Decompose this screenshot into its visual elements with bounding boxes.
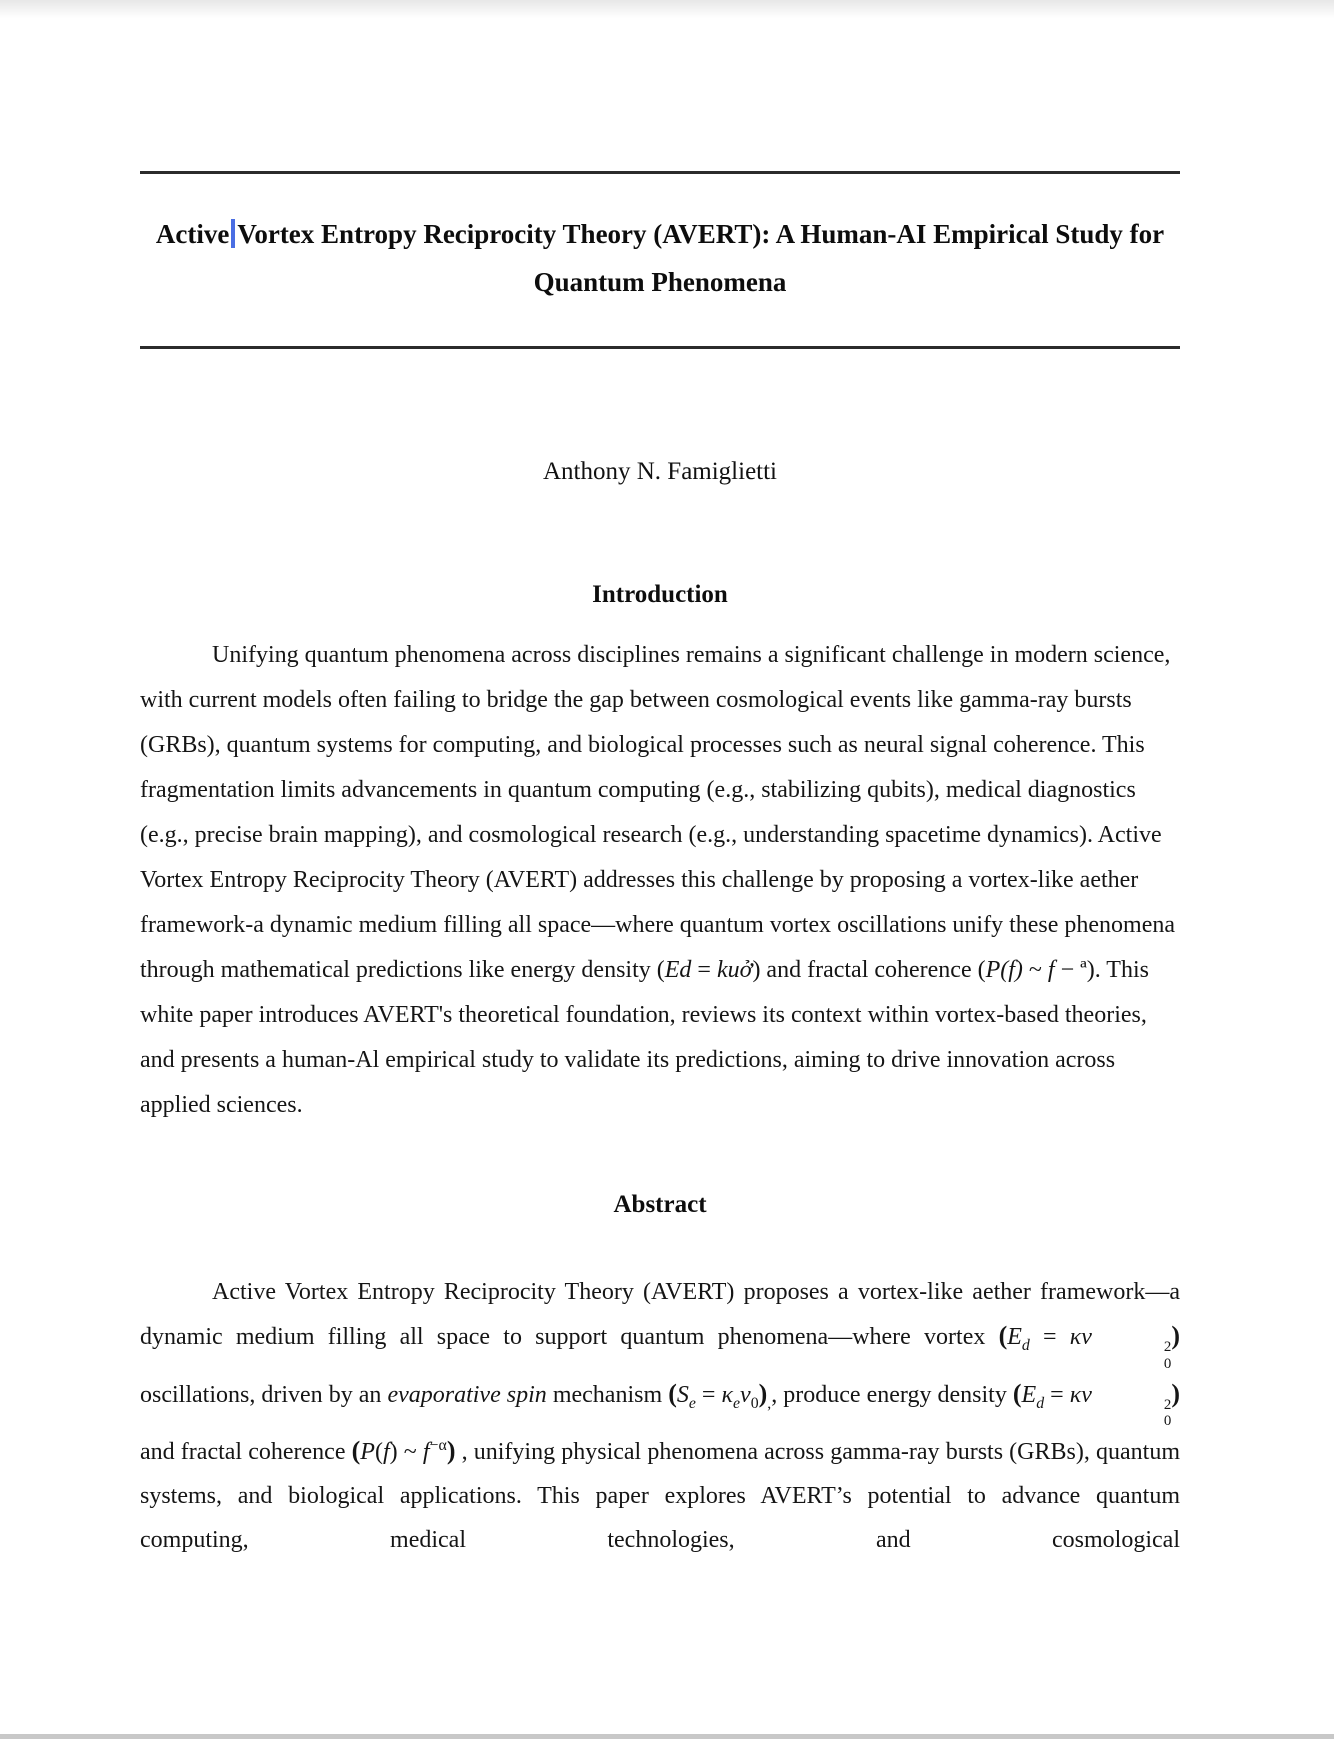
text-run: κv xyxy=(1069,1324,1092,1350)
abstract-paragraph[interactable] xyxy=(140,1270,1180,1562)
text-run: κv xyxy=(1069,1381,1092,1408)
text-run: −α xyxy=(429,1437,447,1455)
text-run: ( xyxy=(998,1321,1008,1350)
text-run: f xyxy=(382,1439,390,1466)
text-run: e xyxy=(733,1394,741,1412)
text-run: = xyxy=(1029,1324,1070,1350)
text-run: Ed xyxy=(664,957,692,983)
text-run: = xyxy=(695,1381,722,1408)
text-run: e xyxy=(688,1394,696,1412)
text-run: oscillations, driven by an xyxy=(140,1381,388,1408)
text-run: = xyxy=(691,957,717,983)
abstract-heading[interactable]: Abstract xyxy=(613,1191,707,1218)
math-supsub: 2 0 xyxy=(1163,1339,1172,1372)
text-run: ( xyxy=(668,1378,677,1408)
title-rule-bottom xyxy=(140,346,1180,349)
title-line-2[interactable]: Quantum Phenomena xyxy=(533,267,787,297)
text-run: P(f) xyxy=(985,957,1023,983)
bottom-edge-strip xyxy=(0,1734,1334,1739)
title-text-after-cursor: Vortex Entropy Reciprocity Theory (AVERT): A Human-AI Empirical Study for xyxy=(237,219,1165,249)
text-run: kuở xyxy=(716,957,753,983)
text-run: , produce energy density xyxy=(771,1381,1013,1408)
math-supsub: 2 0 xyxy=(1163,1397,1172,1430)
text-run: ) xyxy=(1171,1321,1180,1350)
introduction-heading[interactable]: Introduction xyxy=(592,581,728,608)
text-run: ( xyxy=(374,1439,383,1466)
text-run: d xyxy=(1036,1394,1045,1412)
text-run: Unifying quantum phenomena across disciplines remains a significant challenge in modern science, with current models often failing to bridge the gap between cosmological events like gamma-ray bursts (GRBs), quantum systems for computing, and biological processes such as neural signal coherence. This fragmentation limits advancements in quantum computing (e.g., stabilizing qubits), medical diagnostics (e.g., precise brain mapping), and cosmological research (e.g., understanding spacetime dynamics). Active Vortex Entropy Reciprocity Theory (AVERT) addresses this challenge by proposing a vortex-like aether framework-a dynamic medium filling all space—where quantum vortex oscillations unify these phenomena through mathematical predictions like energy density ( xyxy=(140,642,1176,983)
text-run: , xyxy=(767,1394,772,1412)
text-run: − ª xyxy=(1054,957,1087,983)
text-run: evaporative spin xyxy=(387,1381,547,1408)
text-run: κ xyxy=(721,1381,734,1408)
document-title[interactable] xyxy=(140,210,1180,306)
text-run: ). This white paper introduces AVERT's theoretical foundation, reviews its context within vortex-based theories, and presents a human-Al empirical study to validate its predictions, aiming to drive innovation across applied sciences. xyxy=(140,957,1149,1118)
text-run: ) ~ xyxy=(389,1439,423,1466)
text-run: 0 xyxy=(750,1394,759,1412)
title-line-1[interactable] xyxy=(140,210,1180,258)
text-run: f xyxy=(422,1439,430,1466)
text-run: ( xyxy=(351,1436,361,1466)
top-shadow xyxy=(0,0,1334,18)
text-run: = xyxy=(1044,1381,1070,1408)
text-run: S xyxy=(676,1381,689,1408)
text-run: , unifying physical phenomena across gamma-ray bursts (GRBs), quantum systems, and biological applications. This paper explores AVERT’s potential to advance quantum computing, medical technologies, and cosmological xyxy=(140,1439,1180,1554)
text-run: f xyxy=(1047,957,1055,983)
text-run: ) xyxy=(1171,1378,1180,1408)
text-run: E xyxy=(1007,1324,1022,1350)
text-run: and fractal coherence xyxy=(140,1439,352,1466)
author-name[interactable]: Anthony N. Famiglietti xyxy=(542,458,778,485)
title-text-before-cursor: Active xyxy=(155,219,230,249)
title-rule-top xyxy=(140,171,1180,174)
text-run: ) xyxy=(758,1378,768,1408)
text-run: ) and fractal coherence ( xyxy=(752,957,986,983)
text-run: E xyxy=(1021,1381,1037,1408)
introduction-paragraph[interactable] xyxy=(140,633,1180,1128)
text-run: ~ xyxy=(1022,957,1048,983)
text-run: ) xyxy=(446,1436,456,1466)
text-run: mechanism xyxy=(546,1381,669,1408)
text-cursor xyxy=(231,219,235,248)
text-run: Active Vortex Entropy Reciprocity Theory (AVERT) proposes a vortex-like aether framework—a dynamic medium filling all space to support quantum phenomena—where vortex xyxy=(140,1279,1180,1350)
text-run: d xyxy=(1021,1336,1030,1354)
text-run: v xyxy=(740,1381,751,1408)
text-run: P xyxy=(360,1439,375,1466)
text-run: ( xyxy=(1012,1378,1022,1408)
